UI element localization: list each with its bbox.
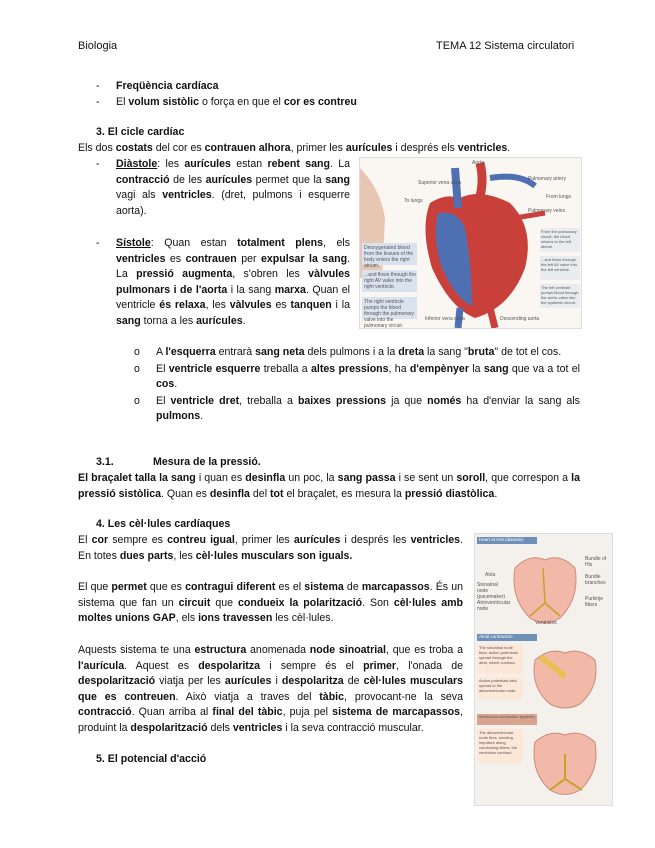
intro-bullet-text: El volum sistòlic o força en que el cor es contreu — [116, 95, 357, 108]
sistole-text: Sístole: Quan estan totalment plens, els ventricles es contrauen per expulsar la sang. La pressió augmenta, s'obren les vàlvules pulmonars i de l'aorta i la sang marxa. Quan el ventricle és relaxa, les vàlvules es tanquen i la sang torna a les aurícules. — [116, 237, 350, 327]
sub-bullet-text: El ventricle esquerre treballa a altes pressions, ha d'empènyer la sang que va a tot el cos. — [156, 362, 580, 390]
bullet-marker: - — [96, 237, 100, 249]
heart-rest-illustration — [505, 548, 585, 628]
label-purkinje: Purkinje fibers — [585, 596, 604, 608]
sub-bullet — [134, 362, 580, 393]
label-descending-aorta: Descending aorta — [500, 316, 540, 322]
label-from-lungs: From lungs — [546, 194, 572, 200]
diastole-text: Diàstole: les aurícules estan rebent sang. La contracció de les aurícules permet que la sang vagi als ventricles. (dret, pulmons i esquerre aorta). — [116, 158, 350, 217]
section-4-heading: 4. Les cèl·lules cardíaques — [96, 518, 231, 530]
label-ivc: Inferior vena cava — [425, 316, 465, 322]
label-aorta: Aorta — [472, 160, 484, 166]
bullet-marker: - — [96, 80, 100, 92]
label-atria: Atria — [485, 572, 496, 578]
sub-bullet-marker: o — [134, 346, 140, 358]
section-5-heading: 5. El potencial d'acció — [96, 753, 207, 765]
label-bundle-branches: Bundle branches — [585, 574, 606, 586]
header-topic: TEMA 12 Sistema circulatori — [436, 40, 575, 52]
superior-vena-cava-shape — [455, 168, 458, 208]
descending-aorta-shape — [490, 308, 495, 328]
sub-bullet-marker: o — [134, 394, 140, 407]
heart-cycle-figure — [359, 157, 582, 329]
panel-2-title: Atrial contraction — [479, 634, 513, 639]
intro-bullet-text: Freqüència cardíaca — [116, 80, 219, 92]
label-to-lungs: To lungs — [404, 198, 423, 204]
label-av-node: Atrioventricular node — [477, 600, 511, 612]
intro-bullets — [96, 79, 496, 110]
sub-bullet-text: A l'esquerra entrarà sang neta dels pulmons i a la dreta la sang "bruta" de tot el cos. — [156, 346, 562, 358]
section-3-heading: 3. El cicle cardíac — [96, 126, 185, 138]
sub-bullet-text: El ventricle dret, treballa a baixes pressions ja que només ha d'enviar la sang als pulmons. — [156, 394, 580, 422]
sistole-item — [96, 236, 350, 329]
section-3-intro: Els dos costats del cor es contrauen alhora, primer les aurícules i després els ventricles. — [78, 142, 511, 154]
label-pulmonary-artery: Pulmonary artery — [528, 176, 567, 182]
panel-2-note-1: The sinoatrial node fires; action potentials spread through the atria, which contract. — [479, 645, 518, 665]
label-ventricles: Ventricles — [535, 620, 557, 626]
conduction-figure — [474, 533, 613, 806]
header-subject: Biologia — [78, 40, 118, 52]
aorta-shape — [478, 163, 482, 203]
section-3-1-title: Mesura de la pressió. — [153, 456, 261, 468]
sub-bullet-marker: o — [134, 362, 140, 375]
panel-1-title: Heart at rest (diastole) — [479, 537, 524, 542]
diastole-item — [96, 157, 350, 219]
heart-ventricular-illustration — [525, 724, 605, 800]
note-left-1: Deoxygenated blood from the tissues of the body enters the right atrium. — [364, 245, 414, 269]
sub-bullets — [134, 345, 580, 425]
panel-2-note-2: Action potentials also spread to the atrioventricular node. — [479, 678, 517, 693]
sub-bullet — [134, 394, 580, 425]
label-bundle-his: Bundle of His — [585, 556, 607, 568]
note-right-3: The left ventricle pumps blood through the aortic valve into the systemic circuit. — [541, 285, 579, 305]
note-right-2: ...and flows through the left AV valve into the left ventricle. — [541, 257, 577, 272]
label-svc: Superior vena cava — [418, 180, 462, 186]
sub-bullet — [134, 345, 580, 361]
note-left-2: ...and flows through the right AV valve into the right ventricle. — [364, 272, 416, 290]
bullet-marker: - — [96, 158, 100, 170]
section-4-paragraph-3: Aquests sistema te una estructura anomenada node sinoatrial, que es troba a l'aurícula. Aquest es despolaritza i sempre és el primer, l'onada de despolarització viatja per les aurícules i despolaritza de cèl·lules musculars que es contreuen. Això viatja a traves del tàbic, provocant-ne la seva contracció. Quan arriba al final del tàbic, puja pel sistema de marcapassos, produint la despolarització dels ventricles i la seva contracció muscular. — [78, 644, 464, 734]
intro-bullet — [96, 79, 496, 95]
label-sa-node: Sinoatrial node (pacemaker) — [477, 582, 506, 600]
heart-atrial-illustration — [525, 642, 605, 712]
section-3-1-paragraph: El braçalet talla la sang i quan es desinfla un poc, la sang passa i se sent un soroll, que correspon a la pressió sistòlica. Quan es desinfla del tot el braçalet, es mesura la pressió diastòlica. — [78, 472, 580, 500]
section-3-1-number: 3.1. — [96, 456, 114, 468]
panel-3-title: Ventricular contraction (systole) — [479, 714, 535, 719]
note-right-1: From the pulmonary circuit, the blood returns to the left atrium. — [541, 229, 577, 249]
section-4-paragraph-2: El que permet que es contragui diferent es el sistema de marcapassos. És un sistema que fan un circuit que condueix la polarització. Son cèl·lules amb moltes unions GAP, els ions travessen les cèl·lules. — [78, 581, 464, 624]
note-left-3: The right ventricle pumps the blood through the pulmonary valve into the pulmonary circuit. — [364, 299, 415, 329]
section-4-paragraph-1: El cor sempre es contreu igual, primer les aurícules i després les ventricles. En totes dues parts, les cèl·lules musculars son iguals. — [78, 534, 464, 562]
bullet-marker: - — [96, 95, 100, 108]
panel-3-note-1: The atrioventricular node fires, sending impulses along conducting fibers; the ventricles contract. — [479, 730, 518, 755]
intro-bullet — [96, 95, 496, 111]
label-pulmonary-veins: Pulmonary veins — [528, 208, 565, 214]
